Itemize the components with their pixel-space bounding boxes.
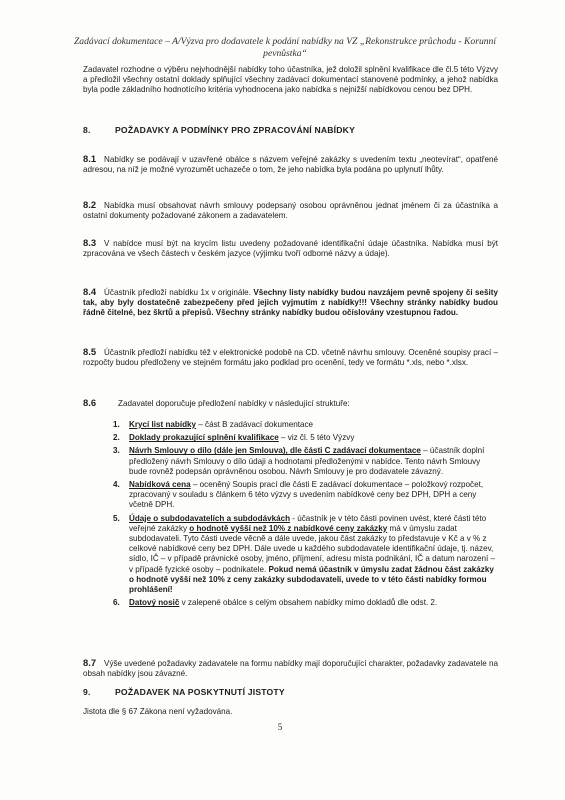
list-item-text-continued: má v úmyslu zadat subdodavateli. Tyto části uvede věcně a dále uvede, jakou část zakázky to představuje v Kč a v % z celkové nabídkové ceny bez DPH. Dále uvede u každého subdodavatele identifikační údaje, tj. název, sídlo, IČ – v případě právnické osoby, jméno, příjmení, adresu místa podnikání, IČ a datum narození – v případě fyzické osoby – podnikatele. <box>129 523 496 574</box>
structure-list <box>113 420 497 611</box>
section-9-heading <box>83 687 285 697</box>
list-item-title: Datový nosič <box>129 598 180 608</box>
header-line-2: pevnůstka“ <box>263 48 307 59</box>
paragraph-8-2 <box>83 200 498 221</box>
list-item-title: Doklady prokazující splnění kvalifikace <box>129 433 279 443</box>
section-9-text: Jistota dle § 67 Zákona není vyžadována. <box>83 707 233 716</box>
list-item-text: – část B zadávací dokumentace <box>196 420 314 429</box>
list-item-number: 6. <box>113 598 120 608</box>
list-item-number: 4. <box>113 480 120 490</box>
section-9-number: 9. <box>83 687 91 697</box>
paragraph-8-4-number: 8.4 <box>83 286 97 297</box>
section-8-heading <box>83 125 355 135</box>
list-item-text: - účastník je v této části povinen uvést, které části této veřejné zakázky <box>129 513 487 533</box>
list-item-title: Nabídková cena <box>129 480 191 490</box>
list-item-number: 3. <box>113 446 120 456</box>
list-item <box>113 514 497 596</box>
list-item-text: – oceněný Soupis prací dle části E zadávací dokumentace – položkový rozpočet, zpracovaný v souladu s článkem 6 této výzvy s uvedením nabídkové ceny bez DPH, DPH a ceny včetně DPH. <box>129 480 484 510</box>
paragraph-8-3 <box>83 238 498 259</box>
paragraph-8-1-text: Nabídky se podávají v uzavřené obálce s názvem veřejné zakázky s uvedením textu „neotevírat“, opatřené adresou, na níž je možné vyrozumět uchazeče o tom, že jeho nabídka byla podána po uplynutí lhůty. <box>83 155 498 175</box>
section-8-title: POŽADAVKY A PODMÍNKY PRO ZPRACOVÁNÍ NABÍDKY <box>115 125 356 135</box>
list-item-number: 2. <box>113 433 120 443</box>
list-item-title: Návrh Smlouvy o dílo (dále jen Smlouva), dle části C zadávací dokumentace <box>129 446 421 456</box>
paragraph-8-2-number: 8.2 <box>83 199 97 210</box>
paragraph-8-6-text: Zadavatel doporučuje předložení nabídky v následující struktuře: <box>118 399 350 408</box>
list-item-text: – účastník doplní předložený návrh Smlouvy o dílo údaji a hodnotami předloženými v nabídce. Tento návrh Smlouvy bude rovněž podepsán oprávněnou osobou. Návrh Smlouvy je pro dodavatele závazný. <box>129 446 485 476</box>
paragraph-8-7 <box>83 658 498 679</box>
list-item <box>113 420 497 430</box>
list-item-number: 5. <box>113 513 120 523</box>
list-item-bold-text: Pokud nemá účastník v úmyslu zadat žádnou část zakázky o hodnotě vyšší než 10% z ceny zakázky subdodavateli, uvede to v této části nabídky formou prohlášení! <box>129 564 494 595</box>
list-item <box>113 433 497 443</box>
list-item <box>113 480 497 511</box>
list-item <box>113 598 497 608</box>
paragraph-8-7-text: Výše uvedené požadavky zadavatele na formu nabídky mají doporučující charakter, požadavky zadavatele na obsah nabídky jsou závazné. <box>83 659 498 679</box>
paragraph-8-4-text: Účastník předloží nabídku 1x v originále. <box>104 288 251 297</box>
paragraph-8-6-number: 8.6 <box>83 397 97 408</box>
paragraph-8-3-text: V nabídce musí být na krycím listu uvedeny požadované identifikační údaje účastníka. Nabídka musí být zpracována ve všech částech v českém jazyce (výjimku tvoří odborné názvy a údaje). <box>83 239 498 259</box>
paragraph-8-6 <box>83 398 498 409</box>
paragraph-8-2-text: Nabídka musí obsahovat návrh smlouvy podepsaný osobou oprávněnou jednat jménem či za účastníka a ostatní dokumenty požadované zákonem a zadavatelem. <box>83 201 498 221</box>
page-number: 5 <box>277 722 283 732</box>
paragraph-8-1 <box>83 154 498 175</box>
list-item-title: Krycí list nabídky <box>129 420 197 429</box>
page-header <box>60 36 510 60</box>
list-item-text: v zalepené obálce s celým obsahem nabídky mimo dokladů dle odst. 2. <box>179 598 438 608</box>
paragraph-8-3-number: 8.3 <box>83 237 97 248</box>
paragraph-8-4 <box>83 287 498 319</box>
header-line-1: Zadávací dokumentace – A/Výzva pro dodavatele k podání nabídky na VZ „Rekonstrukce průchodu - Korunní <box>73 36 497 47</box>
paragraph-8-7-number: 8.7 <box>83 657 97 668</box>
list-item <box>113 446 497 477</box>
paragraph-8-5 <box>83 347 498 368</box>
list-item-underlined-text: o hodnotě vyšší než 10% z nabídkové ceny zakázky <box>189 523 388 533</box>
list-item-title: Údaje o subdodavatelích a subdodávkách <box>129 513 291 523</box>
list-item-number: 1. <box>113 420 120 429</box>
paragraph-8-4-bold-text: Všechny listy nabídky budou navzájem pevně spojeny či sešity tak, aby byly dostatečně zabezpečeny před jejich vyjmutím z nabídky!!! Všechny stránky nabídky budou řádně čitelné, bez škrtů a přepisů. Všechny stránky nabídky budou očíslovány vzestupnou řadou. <box>83 288 498 318</box>
list-item-text: – viz čl. 5 této Výzvy <box>278 433 355 443</box>
intro-paragraph: Zadavatel rozhodne o výběru nejvhodnější nabídky toho účastníka, jež doložil splnění kvalifikace dle čl.5 této Výzvy a předložil všechny ostatní doklady splňující všechny zadávací dokumentací stanovené podmínky, a jehož nabídka byla podle základního hodnotícího kritéria vyhodnocena jako nabídka s nejnižší nabídkovou cenou bez DPH. <box>83 65 498 95</box>
section-9-title: POŽADAVEK NA POSKYTNUTÍ JISTOTY <box>115 687 285 697</box>
paragraph-8-5-text: Účastník předloží nabídku též v elektronické podobě na CD. včetně návrhu smlouvy. Oceněné soupisy prací – rozpočty budou předloženy ve stejném formátu jako podklad pro ocenění, tedy ve formátu *.xls, nebo *.xlsx. <box>83 348 498 368</box>
paragraph-8-5-number: 8.5 <box>83 346 97 357</box>
paragraph-8-1-number: 8.1 <box>83 153 97 164</box>
section-8-number: 8. <box>83 125 91 135</box>
